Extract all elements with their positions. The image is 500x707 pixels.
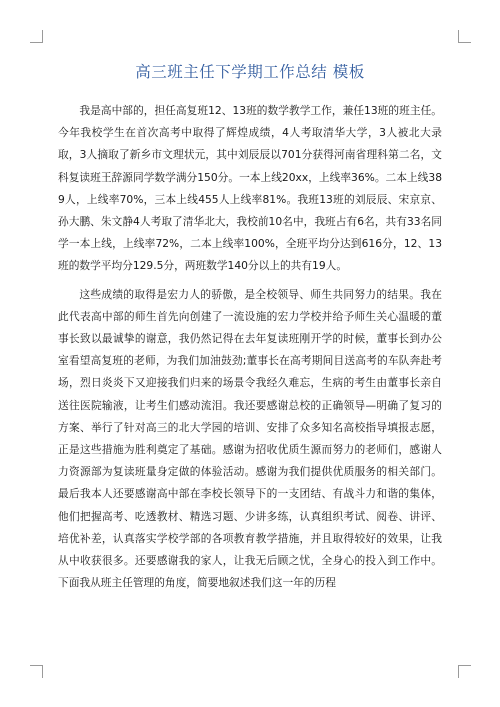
body-paragraph-1: 我是高中部的，担任高复班12、13班的数学教学工作，兼任13班的班主任。今年我校学生在首次高考中取得了辉煌成绩，4人考取清华大学，3人被北大录取，3人摘取了新乡市文理状元，其中刘辰辰以701分获得河南省理科第二名，文科复读班王辞源同学数学满分150分。一本上线20xx，上线率36%。二本上线389人，上线率70%，三本上线455人上线率81%。我班13班的刘辰辰、宋京京、孙大鹏、朱文静4人考取了清华北大，我校前10名中，我班占有6名，共有33名同学一本上线，上线率72%，二本上线率100%，全班平均分达到616分，12、13班的数学平均分129.5分，两班数学140分以上的共有19人。 [58, 104, 442, 273]
document-body [58, 100, 442, 594]
page-corner-mark-bottom-left [30, 665, 43, 678]
page-corner-mark-bottom-right [458, 665, 471, 678]
page-corner-mark-top-left [30, 30, 43, 43]
document-title: 高三班主任下学期工作总结 模板 [135, 63, 365, 81]
page-corner-mark-top-right [458, 30, 471, 43]
body-paragraph-2: 这些成绩的取得是宏力人的骄傲，是全校领导、师生共同努力的结果。我在此代表高中部的师生首先向创建了一流设施的宏力学校并给予师生关心温暖的董事长致以最诚挚的谢意，我仍然记得在去年复读班刚开学的时候，董事长到办公室看望高复班的老师，为我们加油鼓劲;董事长在高考期间目送高考的车队奔赴考场，烈日炎炎下又迎接我们归来的场景令我经久难忘，生病的考生由董事长亲自送往医院输液，让考生们感动流泪。我还要感谢总校的正确领导—明确了复习的方案、举行了针对高三的北大学园的培训、安排了众多知名高校指导填报志愿，正是这些措施为胜利奠定了基础。感谢为招收优质生源而努力的老师们，感谢人力资源部为复读班量身定做的体验活动。感谢为我们提供优质服务的相关部门。最后我本人还要感谢高中部在李校长领导下的一支团结、有战斗力和谐的集体，他们把握高考、吃透教材、精选习题、少讲多练，认真组织考试、阅卷、讲评、培优补差，认真落实学校学部的各项教育教学措施，并且取得较好的效果，让我从中收获很多。还要感谢我的家人，让我无后顾之忧，全身心的投入到工作中。下面我从班主任管理的角度，简要地叙述我们这一年的历程 [58, 287, 442, 590]
